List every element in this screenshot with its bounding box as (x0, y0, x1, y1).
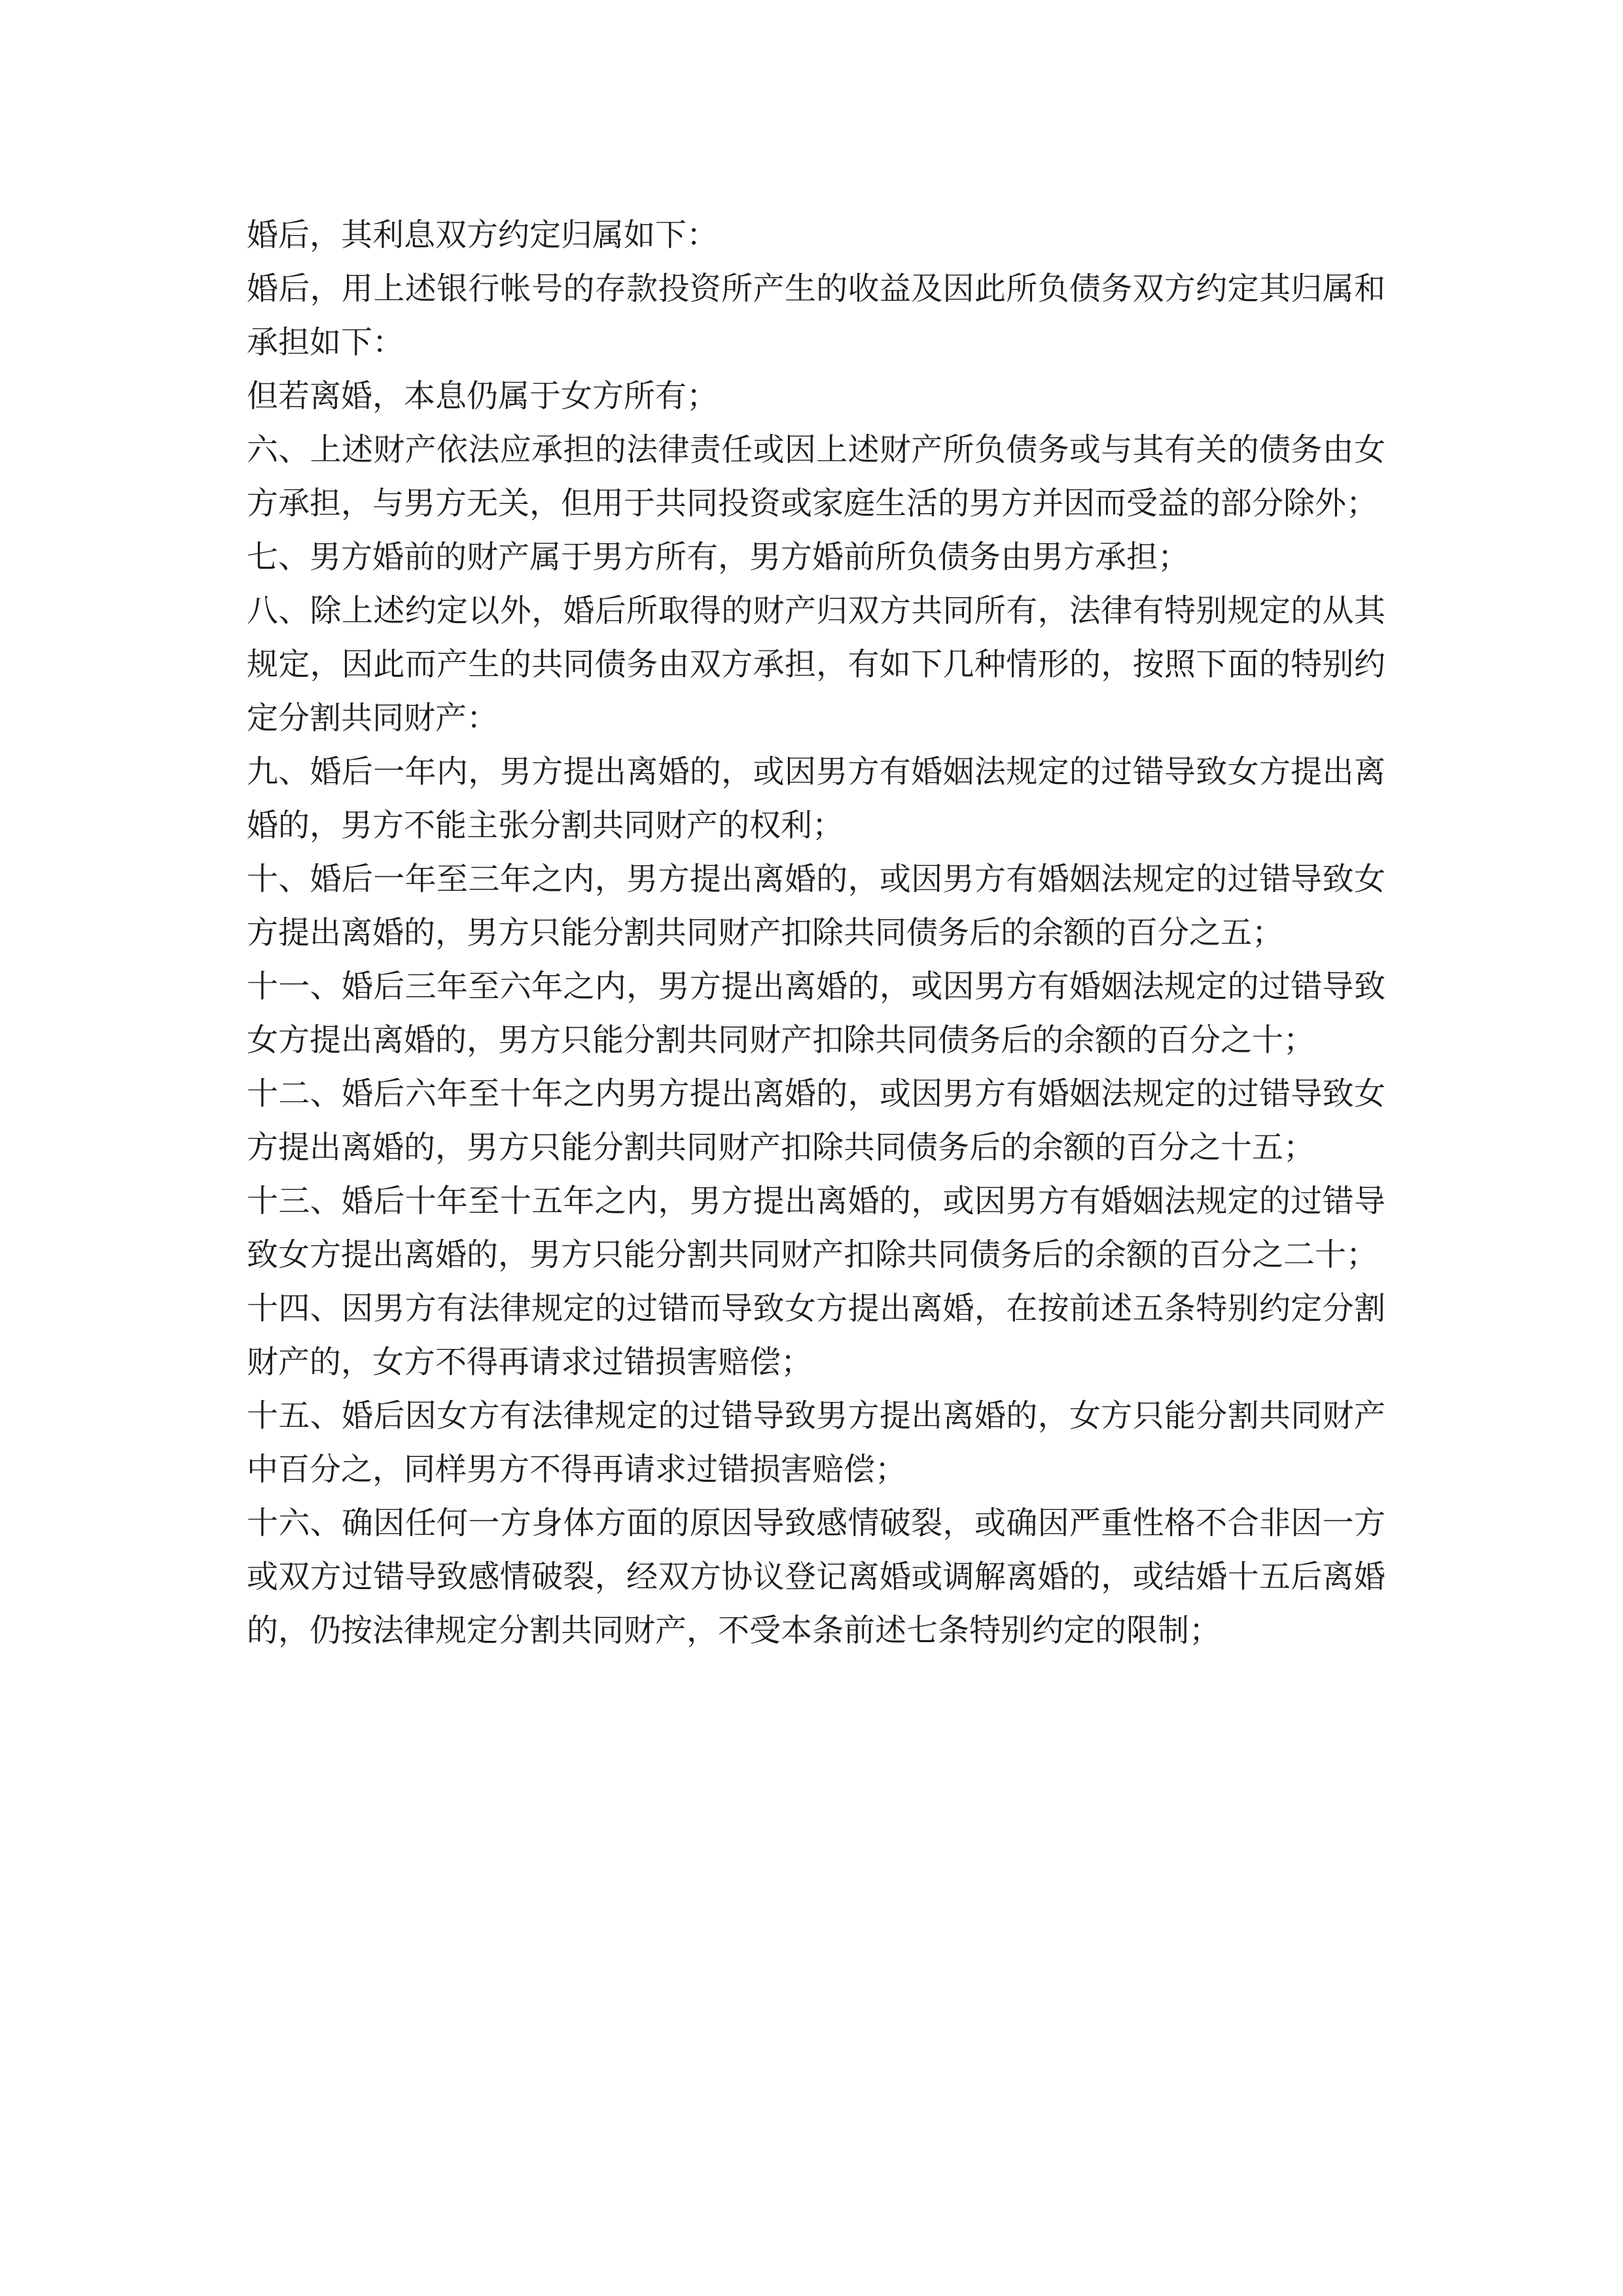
paragraph-interest-ownership: 婚后，其利息双方约定归属如下： (247, 217, 719, 253)
clause-16: 十六、确因任何一方身体方面的原因导致感情破裂，或确因严重性格不合非因一方或双方过错导致感情破裂，经双方协议登记离婚或调解离婚的，或结婚十五后离婚的，仍按法律规定分割共同财产，不受本条前述七条特别约定的限制； (247, 1505, 1385, 1649)
clause-15: 十五、婚后因女方有法律规定的过错导致男方提出离婚的，女方只能分割共同财产中百分之，同样男方不得再请求过错损害赔偿； (247, 1397, 1385, 1488)
document-body (247, 208, 1385, 1657)
clause-11: 十一、婚后三年至六年之内，男方提出离婚的，或因男方有婚姻法规定的过错导致女方提出离婚的，男方只能分割共同财产扣除共同债务后的余额的百分之十； (247, 968, 1385, 1058)
clause-9: 九、婚后一年内，男方提出离婚的，或因男方有婚姻法规定的过错导致女方提出离婚的，男方不能主张分割共同财产的权利； (247, 753, 1385, 844)
clause-7: 七、男方婚前的财产属于男方所有，男方婚前所负债务由男方承担； (247, 539, 1190, 575)
clause-8: 八、除上述约定以外，婚后所取得的财产归双方共同所有，法律有特别规定的从其规定，因此而产生的共同债务由双方承担，有如下几种情形的，按照下面的特别约定分割共同财产： (247, 592, 1385, 736)
clause-10: 十、婚后一年至三年之内，男方提出离婚的，或因男方有婚姻法规定的过错导致女方提出离婚的，男方只能分割共同财产扣除共同债务后的余额的百分之五； (247, 861, 1385, 951)
clause-6: 六、上述财产依法应承担的法律责任或因上述财产所负债务或与其有关的债务由女方承担，与男方无关，但用于共同投资或家庭生活的男方并因而受益的部分除外； (247, 431, 1385, 522)
paragraph-divorce-principal: 但若离婚，本息仍属于女方所有； (247, 378, 719, 414)
clause-13: 十三、婚后十年至十五年之内，男方提出离婚的，或因男方有婚姻法规定的过错导致女方提出离婚的，男方只能分割共同财产扣除共同债务后的余额的百分之二十； (247, 1183, 1385, 1273)
paragraph-investment-returns: 婚后，用上述银行帐号的存款投资所产生的收益及因此所负债务双方约定其归属和承担如下： (247, 270, 1385, 361)
clause-14: 十四、因男方有法律规定的过错而导致女方提出离婚，在按前述五条特别约定分割财产的，女方不得再请求过错损害赔偿； (247, 1290, 1385, 1380)
clause-12: 十二、婚后六年至十年之内男方提出离婚的，或因男方有婚姻法规定的过错导致女方提出离婚的，男方只能分割共同财产扣除共同债务后的余额的百分之十五； (247, 1075, 1385, 1166)
